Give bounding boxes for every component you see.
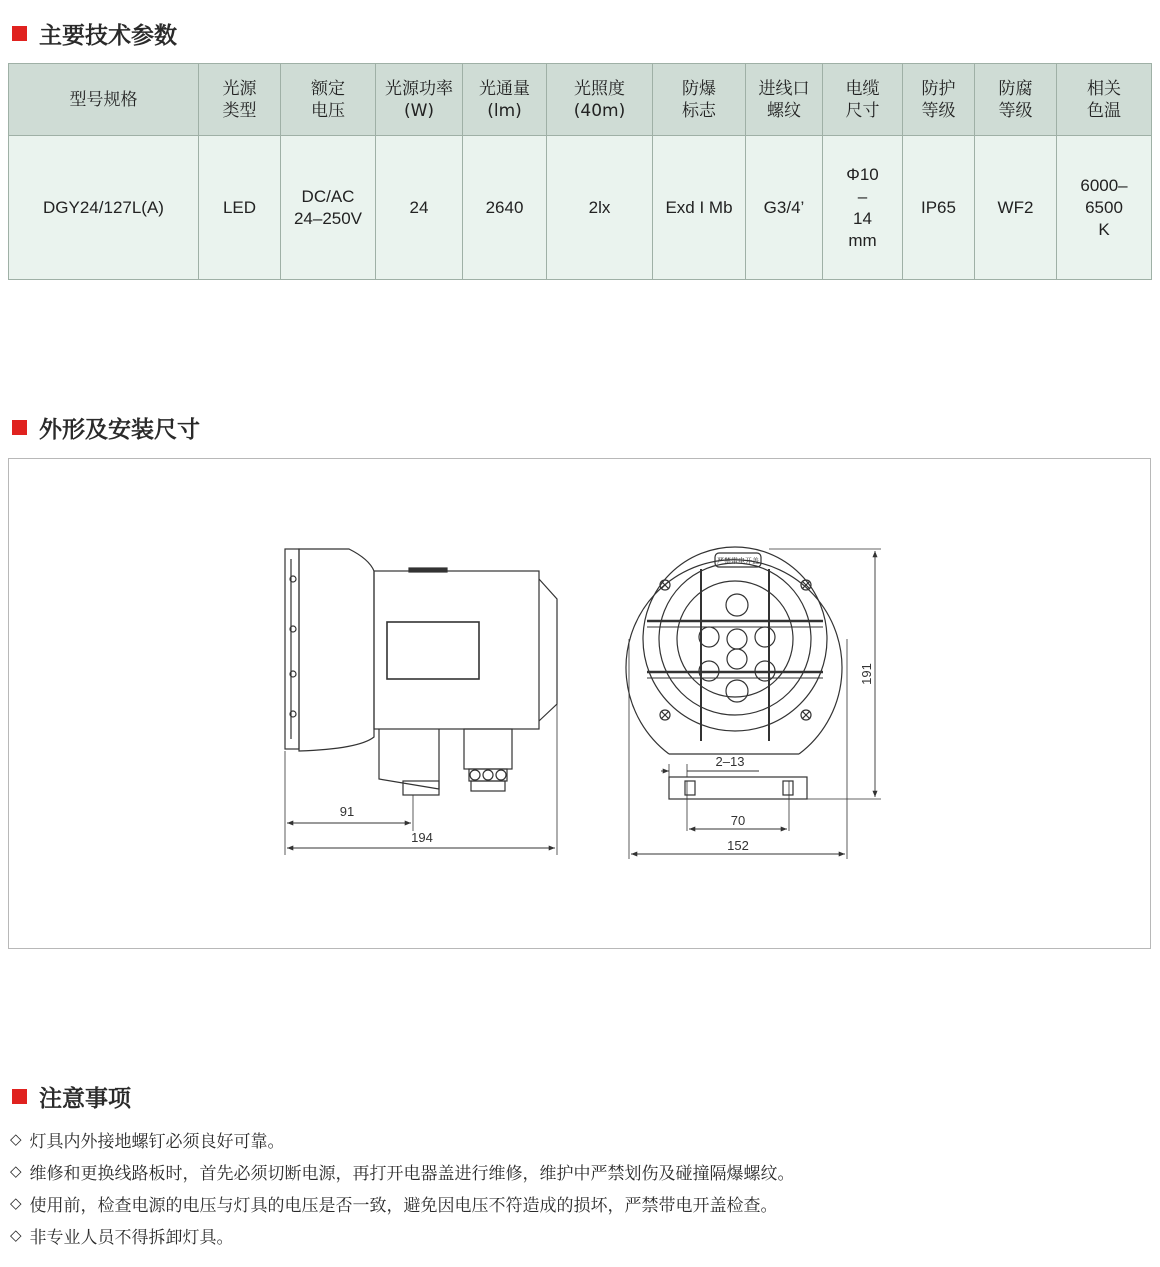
housing-front [299, 549, 374, 751]
rear-cap [285, 549, 299, 749]
cell-anticorrosion: WF2 [975, 136, 1057, 280]
lens-cone [539, 579, 557, 721]
mount-base [669, 777, 807, 799]
diamond-bullet-icon: ◇ [10, 1226, 22, 1244]
mount-bracket [379, 729, 439, 789]
section-title-text: 外形及安装尺寸 [39, 416, 200, 443]
note-text: 非专业人员不得拆卸灯具。 [29, 1227, 234, 1248]
dim-191-label: 191 [859, 663, 874, 685]
notes-list [10, 1123, 795, 1251]
dim-152-label: 152 [727, 838, 749, 853]
header-illuminance: 光照度 (40m) [547, 64, 653, 136]
note-text: 灯具内外接地螺钉必须良好可靠。 [29, 1131, 285, 1152]
diamond-bullet-icon: ◇ [10, 1162, 22, 1180]
diamond-bullet-icon: ◇ [10, 1194, 22, 1212]
header-ip-rating: 防护 等级 [903, 64, 975, 136]
header-color-temp: 相关 色温 [1057, 64, 1152, 136]
warning-plate-label: 严禁带电开盖 [717, 557, 759, 565]
list-item [10, 1123, 795, 1155]
front-view [626, 547, 881, 859]
square-marker-icon [12, 26, 27, 41]
cell-ex-mark: Exd I Mb [653, 136, 746, 280]
spec-table [8, 63, 1152, 280]
header-model: 型号规格 [9, 64, 199, 136]
diamond-bullet-icon: ◇ [10, 1130, 22, 1148]
dimension-drawing-frame [8, 458, 1151, 949]
housing-body [374, 571, 539, 729]
list-item [10, 1187, 795, 1219]
square-marker-icon [12, 420, 27, 435]
cell-rated-voltage: DC/AC 24–250V [281, 136, 376, 280]
cell-thread: G3/4’ [746, 136, 823, 280]
dim-194-label: 194 [411, 830, 433, 845]
dimension-drawing [9, 459, 1150, 948]
table-header-row [9, 64, 1152, 136]
header-cable-size: 电缆 尺寸 [823, 64, 903, 136]
bezel-ring [643, 547, 827, 731]
header-thread: 进线口 螺纹 [746, 64, 823, 136]
dim-2-13-label: 2–13 [715, 754, 745, 769]
cell-cable-size: Φ10 – 14 mm [823, 136, 903, 280]
dim-91-label: 91 [339, 804, 355, 819]
nameplate [387, 622, 479, 679]
cell-model: DGY24/127L(A) [9, 136, 199, 280]
square-marker-icon [12, 1089, 27, 1104]
section-title-text: 主要技术参数 [39, 22, 177, 49]
side-view [285, 549, 557, 855]
header-power: 光源功率 (W) [376, 64, 463, 136]
section-title-notes [12, 1081, 131, 1111]
header-rated-voltage: 额定 电压 [281, 64, 376, 136]
cell-light-type: LED [199, 136, 281, 280]
cell-power: 24 [376, 136, 463, 280]
dim-70-label: 70 [730, 813, 746, 828]
cell-illuminance: 2lx [547, 136, 653, 280]
list-item [10, 1219, 795, 1251]
cell-color-temp: 6000– 6500 K [1057, 136, 1152, 280]
note-text: 维修和更换线路板时，首先必须切断电源，再打开电器盖进行维修，维护中严禁划伤及碰撞隔爆螺纹。 [29, 1163, 795, 1184]
note-text: 使用前，检查电源的电压与灯具的电压是否一致，避免因电压不符造成的损坏，严禁带电开盖检查。 [29, 1195, 778, 1216]
header-ex-mark: 防爆 标志 [653, 64, 746, 136]
cable-gland-body [464, 729, 512, 769]
list-item [10, 1155, 795, 1187]
table-row [9, 136, 1152, 280]
section-title-text: 注意事项 [39, 1085, 131, 1112]
cell-luminous-flux: 2640 [463, 136, 547, 280]
cell-ip-rating: IP65 [903, 136, 975, 280]
section-title-dimensions [12, 412, 200, 442]
header-anticorrosion: 防腐 等级 [975, 64, 1057, 136]
header-light-type: 光源 类型 [199, 64, 281, 136]
header-luminous-flux: 光通量 (lm) [463, 64, 547, 136]
section-title-specs [12, 18, 177, 48]
